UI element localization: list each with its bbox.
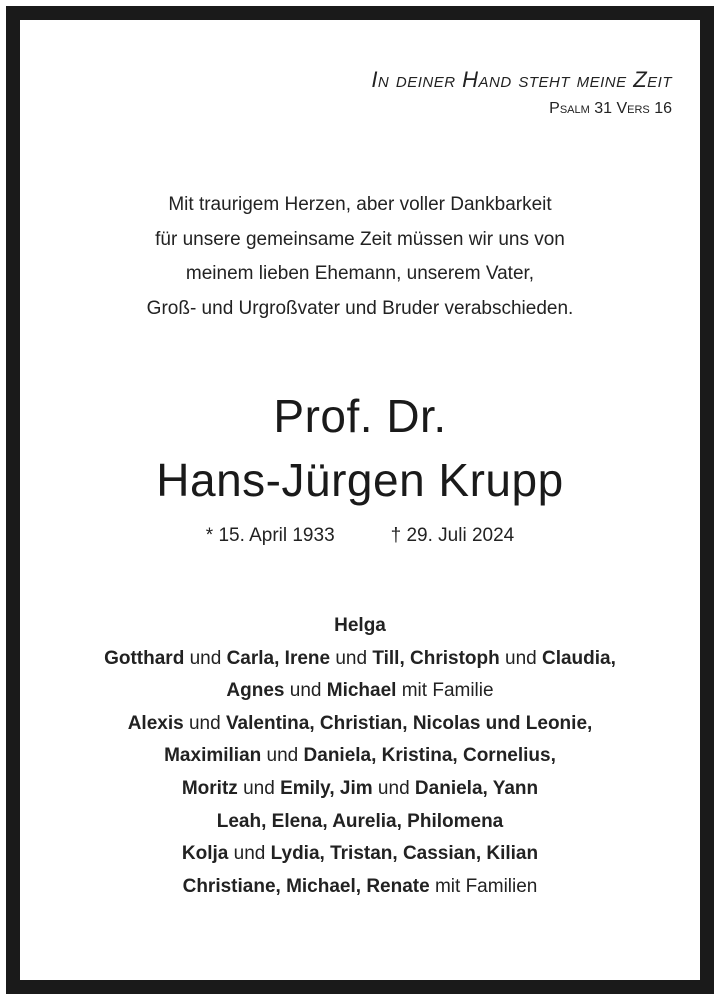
mourner-line xyxy=(0,675,720,708)
mourner-name: Kolja xyxy=(181,843,229,865)
mourner-name: Agnes xyxy=(226,680,285,702)
birth-date: * 15. April 1933 xyxy=(205,525,335,546)
motto-source: Psalm 31 Vers 16 xyxy=(549,100,672,117)
mourner-name: Valentina, Christian, Nicolas und Leonie, xyxy=(225,712,593,734)
mourner-connector: und xyxy=(228,843,271,865)
motto-block xyxy=(371,66,672,120)
mourner-line xyxy=(0,708,720,741)
mourner-name: Maximilian xyxy=(164,745,262,767)
mourner-name: Daniela, Yann xyxy=(414,777,539,799)
mourner-line xyxy=(0,773,720,806)
intro-line: Mit traurigem Herzen, aber voller Dankbarkeit xyxy=(168,194,552,215)
mourner-line xyxy=(0,610,720,643)
mourner-connector: und xyxy=(499,647,542,669)
death-date: † 29. Juli 2024 xyxy=(390,525,515,546)
mourner-name: Helga xyxy=(334,615,386,636)
mourner-name: Carla, Irene xyxy=(226,647,331,669)
mourner-connector: und xyxy=(183,712,226,734)
mourner-name: Moritz xyxy=(181,777,238,799)
deceased-name-block xyxy=(0,384,720,512)
deceased-name: Hans-Jürgen Krupp xyxy=(156,454,564,506)
mourner-connector: und xyxy=(237,777,281,799)
mourner-line xyxy=(0,838,720,871)
mourner-name: Daniela, Kristina, Cornelius, xyxy=(303,745,556,767)
mourner-name: Gotthard xyxy=(104,647,185,669)
mourner-name: Leah, Elena, Aurelia, Philomena xyxy=(216,810,504,832)
mourner-line xyxy=(0,643,720,676)
life-dates xyxy=(0,522,720,550)
mourner-connector: und xyxy=(184,647,227,669)
intro-text xyxy=(0,188,720,326)
intro-line: für unsere gemeinsame Zeit müssen wir uns von xyxy=(155,228,565,250)
deceased-title: Prof. Dr. xyxy=(273,390,447,442)
intro-line: Groß- und Urgroßvater und Bruder verabschieden. xyxy=(146,297,574,319)
intro-line: meinem lieben Ehemann, unserem Vater, xyxy=(185,263,535,284)
mourner-name: Alexis xyxy=(127,712,184,734)
mourner-connector: und xyxy=(330,647,373,669)
mourner-line xyxy=(0,871,720,904)
mourner-line xyxy=(0,740,720,773)
mourner-name: Emily, Jim xyxy=(280,777,373,799)
mourner-name: Christiane, Michael, Renate xyxy=(182,875,430,897)
mourner-name: Michael xyxy=(326,680,397,702)
mourner-connector: und xyxy=(261,745,304,767)
mourner-connector: und xyxy=(372,777,415,799)
mourner-line xyxy=(0,806,720,839)
mourner-name: Claudia, xyxy=(541,647,616,669)
motto-verse: In deiner Hand steht meine Zeit xyxy=(371,67,672,92)
mourner-connector: mit Familien xyxy=(429,875,538,897)
mourners-list xyxy=(0,610,720,903)
mourner-name: Till, Christoph xyxy=(372,647,500,669)
mourner-connector: und xyxy=(284,680,327,702)
mourner-name: Lydia, Tristan, Cassian, Kilian xyxy=(270,843,539,865)
mourner-connector: mit Familie xyxy=(396,680,494,702)
